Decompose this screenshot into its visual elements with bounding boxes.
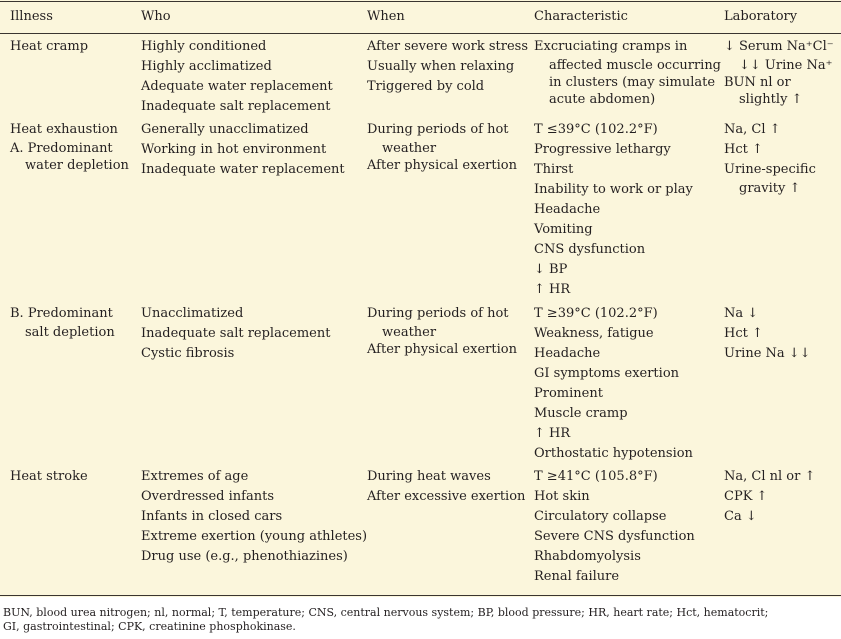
cell-line: Na, Cl nl or ↑ (724, 469, 816, 484)
table-top-rule (0, 1, 841, 2)
table-bottom-rule (0, 595, 841, 596)
cell-line: Extreme exertion (young athletes) (141, 529, 368, 544)
row-heat-exhaustion-laboratory (724, 120, 816, 197)
cell-line: T ≥39°C (102.2°F) (534, 306, 658, 321)
cell-line: weather (382, 325, 437, 340)
cell-line: Infants in closed cars (141, 509, 283, 524)
cell-line: Generally unacclimatized (141, 122, 309, 137)
cell-line: During heat waves (367, 469, 491, 484)
cell-line: Hot skin (534, 489, 590, 504)
cell-line: GI symptoms exertion (534, 366, 680, 381)
row-heat-cramp-characteristic (534, 37, 721, 108)
cell-line: After severe work stress (367, 39, 529, 54)
cell-line: water depletion (25, 158, 129, 173)
header-rule (0, 33, 841, 34)
cell-line: Highly acclimatized (141, 59, 272, 74)
cell-line: ↓ BP (534, 262, 568, 277)
header-who: Who (141, 9, 171, 24)
cell-line: Inadequate salt replacement (141, 99, 331, 114)
cell-line: BUN nl or (724, 75, 791, 90)
cell-line: Orthostatic hypotension (534, 446, 693, 461)
row-heat-cramp-when (367, 37, 528, 97)
cell-line: Heat stroke (10, 469, 88, 484)
row-heat-stroke-when (367, 467, 525, 507)
footnote-line: BUN, blood urea nitrogen; nl, normal; T, temperature; CNS, central nervous system; BP, blood pressure; HR, heart rate; Hct, hematocrit; (3, 606, 769, 619)
row-heat-stroke-illness (10, 467, 88, 487)
cell-line: Excruciating cramps in (534, 39, 688, 54)
cell-line: Renal failure (534, 569, 620, 584)
row-salt-depletion-who (141, 304, 330, 364)
cell-line: Urine-specific (724, 162, 816, 177)
cell-line: Cystic fibrosis (141, 346, 235, 361)
cell-line: Extremes of age (141, 469, 249, 484)
cell-line: weather (382, 141, 437, 156)
row-heat-stroke-who (141, 467, 367, 567)
cell-line: affected muscle occurring (549, 58, 722, 73)
cell-line: Urine Na ↓↓ (724, 346, 811, 361)
cell-line: During periods of hot (367, 122, 509, 137)
cell-line: Heat cramp (10, 39, 89, 54)
cell-line: Headache (534, 346, 601, 361)
cell-line: During periods of hot (367, 306, 509, 321)
cell-line: in clusters (may simulate (549, 75, 716, 90)
cell-line: Rhabdomyolysis (534, 549, 641, 564)
cell-line: Circulatory collapse (534, 509, 667, 524)
cell-line: Heat exhaustion (10, 122, 118, 137)
cell-line: Inability to work or play (534, 182, 693, 197)
cell-line: ↓ Serum Na⁺Cl⁻ (724, 39, 834, 54)
cell-line: gravity ↑ (739, 181, 801, 196)
row-salt-depletion-illness (10, 304, 115, 341)
row-heat-cramp-laboratory (724, 37, 834, 108)
row-salt-depletion-characteristic (534, 304, 693, 464)
cell-line: After physical exertion (367, 342, 517, 357)
cell-line: Ca ↓ (724, 509, 757, 524)
cell-line: Muscle cramp (534, 406, 628, 421)
cell-line: Inadequate water replacement (141, 162, 345, 177)
cell-line: Overdressed infants (141, 489, 274, 504)
cell-line: Inadequate salt replacement (141, 326, 331, 341)
table-footnote (3, 606, 838, 634)
cell-line: Vomiting (534, 222, 593, 237)
header-illness: Illness (10, 9, 53, 24)
header-characteristic: Characteristic (534, 9, 628, 24)
header-when: When (367, 9, 405, 24)
header-laboratory: Laboratory (724, 9, 798, 24)
cell-line: Highly conditioned (141, 39, 267, 54)
row-heat-cramp-who (141, 37, 333, 117)
cell-line: Triggered by cold (367, 79, 485, 94)
cell-line: ↓↓ Urine Na⁺ (739, 58, 833, 73)
row-heat-stroke-laboratory (724, 467, 815, 527)
cell-line: ↑ HR (534, 426, 571, 441)
cell-line: After physical exertion (367, 158, 517, 173)
cell-line: ↑ HR (534, 282, 571, 297)
cell-line: Thirst (534, 162, 574, 177)
cell-line: Usually when relaxing (367, 59, 515, 74)
cell-line: Severe CNS dysfunction (534, 529, 695, 544)
row-heat-cramp-illness (10, 37, 88, 57)
cell-line: Progressive lethargy (534, 142, 671, 157)
cell-line: A. Predominant (10, 141, 113, 156)
cell-line: Drug use (e.g., phenothiazines) (141, 549, 348, 564)
cell-line: Na, Cl ↑ (724, 122, 781, 137)
cell-line: Prominent (534, 386, 603, 401)
row-heat-exhaustion-illness (10, 120, 129, 174)
cell-line: Weakness, fatigue (534, 326, 654, 341)
cell-line: T ≥41°C (105.8°F) (534, 469, 658, 484)
cell-line: Na ↓ (724, 306, 759, 321)
cell-line: slightly ↑ (739, 92, 803, 107)
cell-line: Adequate water replacement (141, 79, 333, 94)
cell-line: acute abdomen) (549, 92, 656, 107)
cell-line: Hct ↑ (724, 142, 763, 157)
cell-line: salt depletion (25, 325, 115, 340)
row-heat-exhaustion-who (141, 120, 345, 180)
cell-line: CNS dysfunction (534, 242, 646, 257)
row-salt-depletion-laboratory (724, 304, 811, 364)
cell-line: Working in hot environment (141, 142, 327, 157)
row-heat-exhaustion-characteristic (534, 120, 693, 300)
cell-line: T ≤39°C (102.2°F) (534, 122, 658, 137)
cell-line: Headache (534, 202, 601, 217)
cell-line: CPK ↑ (724, 489, 768, 504)
cell-line: B. Predominant (10, 306, 113, 321)
cell-line: Unacclimatized (141, 306, 244, 321)
row-salt-depletion-when (367, 304, 517, 358)
cell-line: Hct ↑ (724, 326, 763, 341)
cell-line: After excessive exertion (367, 489, 526, 504)
row-heat-exhaustion-when (367, 120, 517, 174)
footnote-line: GI, gastrointestinal; CPK, creatinine phosphokinase. (3, 620, 296, 633)
row-heat-stroke-characteristic (534, 467, 695, 587)
